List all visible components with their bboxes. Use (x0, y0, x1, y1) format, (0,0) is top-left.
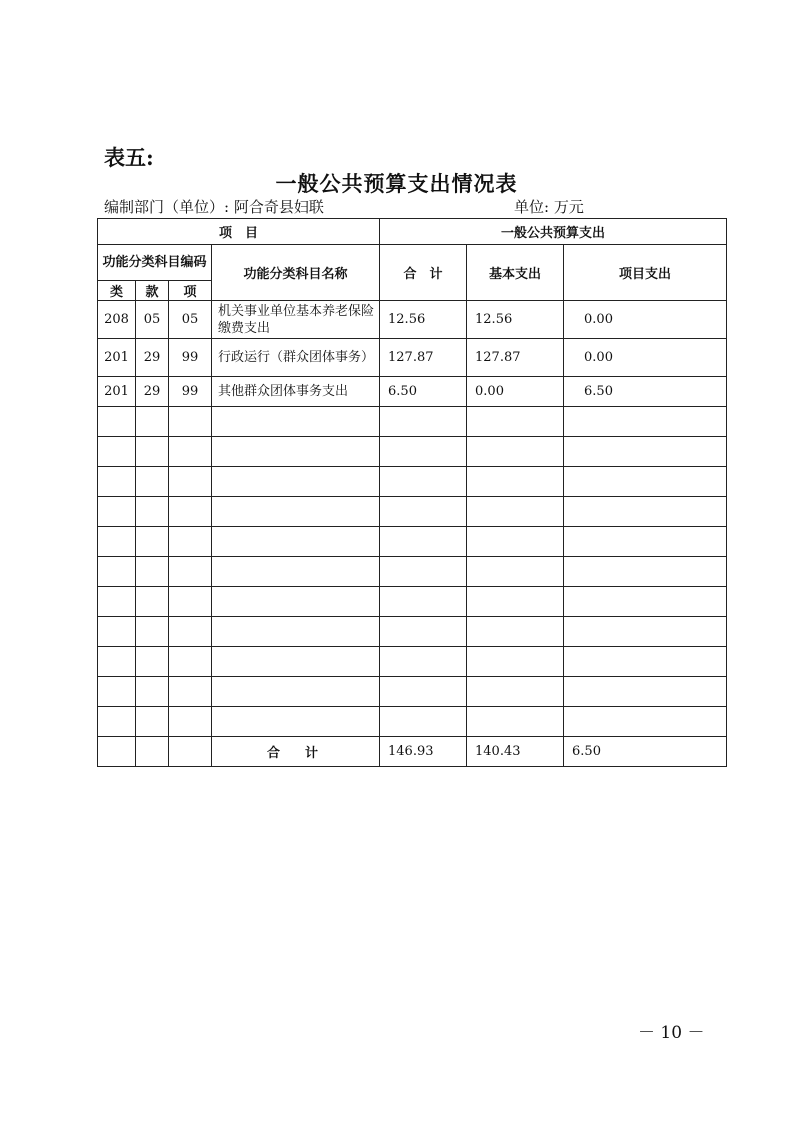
kuan-cell: 05 (136, 301, 169, 339)
empty-row (98, 557, 727, 587)
page-number: － 10 － (638, 1023, 705, 1043)
page-label: 表五: (104, 145, 154, 170)
totals-project-cell: 6.50 (564, 737, 727, 767)
unit-label: 单位: 万元 (514, 198, 584, 216)
totals-label: 合 计 (212, 737, 380, 767)
basic-cell: 127.87 (467, 339, 564, 377)
xiang-cell: 05 (169, 301, 212, 339)
empty-row (98, 497, 727, 527)
total-cell: 127.87 (380, 339, 467, 377)
total-col-header: 合 计 (380, 245, 467, 301)
item-name-cell: 机关事业单位基本养老保险缴费支出 (212, 301, 380, 339)
lei-cell: 208 (98, 301, 136, 339)
total-cell: 12.56 (380, 301, 467, 339)
lei-cell: 201 (98, 339, 136, 377)
name-col-header: 功能分类科目名称 (212, 245, 380, 301)
empty-row (98, 587, 727, 617)
empty-row (98, 647, 727, 677)
totals-row (98, 737, 727, 767)
basic-col-header: 基本支出 (467, 245, 564, 301)
meta-row (104, 196, 724, 216)
empty-row (98, 527, 727, 557)
empty-row (98, 467, 727, 497)
lei-cell: 201 (98, 377, 136, 407)
items-header: 项 目 (98, 219, 380, 245)
budget-group-header: 一般公共预算支出 (380, 219, 727, 245)
header-row-2 (98, 245, 727, 281)
empty-row (98, 407, 727, 437)
total-cell: 6.50 (380, 377, 467, 407)
document-title: 一般公共预算支出情况表 (275, 171, 518, 196)
basic-cell: 0.00 (467, 377, 564, 407)
xiang-header: 项 (169, 281, 212, 301)
empty-row (98, 437, 727, 467)
project-cell: 0.00 (564, 339, 727, 377)
table-row (98, 377, 727, 407)
department-label: 编制部门（单位）: 阿合奇县妇联 (104, 198, 324, 216)
kuan-cell: 29 (136, 339, 169, 377)
totals-basic-cell: 140.43 (467, 737, 564, 767)
budget-table (97, 218, 727, 767)
item-name-cell: 行政运行（群众团体事务） (212, 339, 380, 377)
header-row-1 (98, 219, 727, 245)
totals-total-cell: 146.93 (380, 737, 467, 767)
xiang-cell: 99 (169, 377, 212, 407)
code-group-header: 功能分类科目编码 (98, 245, 212, 281)
table-row (98, 301, 727, 339)
project-cell: 6.50 (564, 377, 727, 407)
item-name-cell: 其他群众团体事务支出 (212, 377, 380, 407)
empty-row (98, 617, 727, 647)
project-col-header: 项目支出 (564, 245, 727, 301)
kuan-header: 款 (136, 281, 169, 301)
basic-cell: 12.56 (467, 301, 564, 339)
empty-row (98, 707, 727, 737)
table-row (98, 339, 727, 377)
xiang-cell: 99 (169, 339, 212, 377)
lei-header: 类 (98, 281, 136, 301)
kuan-cell: 29 (136, 377, 169, 407)
empty-row (98, 677, 727, 707)
project-cell: 0.00 (564, 301, 727, 339)
